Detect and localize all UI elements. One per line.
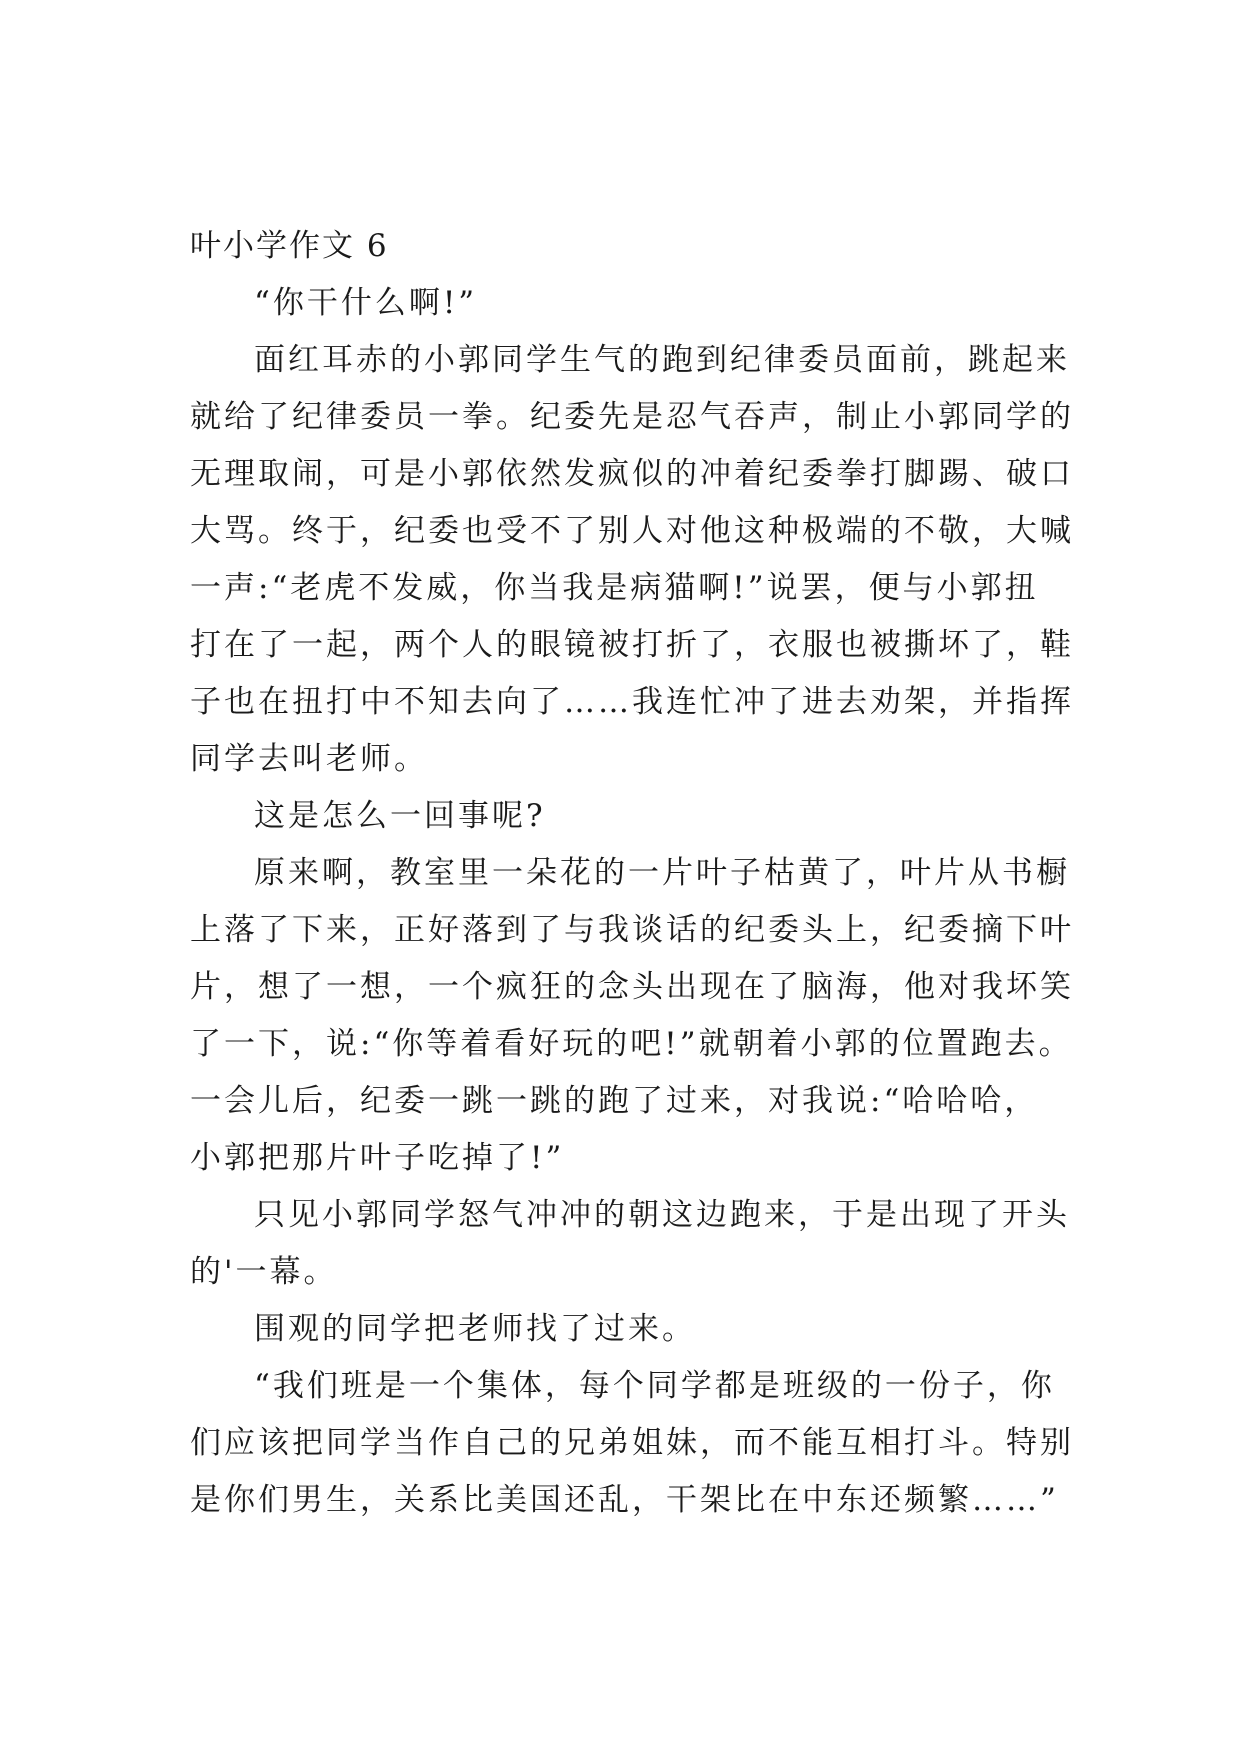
text-line: “我们班是一个集体，每个同学都是班级的一份子，你 xyxy=(254,1368,1055,1404)
text-line: 了一下，说:“你等着看好玩的吧!”就朝着小郭的位置跑去。 xyxy=(190,1026,1073,1062)
text-line: 是你们男生，关系比美国还乱，干架比在中东还频繁……” xyxy=(190,1482,1059,1518)
text-line: 同学去叫老师。 xyxy=(190,741,428,777)
text-line: 一会儿后，纪委一跳一跳的跑了过来，对我说:“哈哈哈， xyxy=(190,1083,1039,1119)
text-line: 无理取闹，可是小郭依然发疯似的冲着纪委拳打脚踢、破口 xyxy=(190,456,1074,492)
text-line: 上落了下来，正好落到了与我谈话的纪委头上，纪委摘下叶 xyxy=(190,912,1074,948)
text-line: 这是怎么一回事呢? xyxy=(254,798,546,834)
text-line: 面红耳赤的小郭同学生气的跑到纪律委员面前，跳起来 xyxy=(254,342,1070,378)
text-line: “你干什么啊!” xyxy=(254,285,478,321)
text-line: 围观的同学把老师找了过来。 xyxy=(254,1311,696,1347)
document-body xyxy=(190,218,1074,1529)
text-line: 子也在扭打中不知去向了……我连忙冲了进去劝架，并指挥 xyxy=(190,684,1074,720)
text-line: 只见小郭同学怒气冲冲的朝这边跑来，于是出现了开头 xyxy=(254,1197,1070,1233)
text-line: 们应该把同学当作自己的兄弟姐妹，而不能互相打斗。特别 xyxy=(190,1425,1074,1461)
text-line: 一声:“老虎不发威，你当我是病猫啊!”说罢，便与小郭扭 xyxy=(190,570,1039,606)
text-line: 原来啊，教室里一朵花的一片叶子枯黄了，叶片从书橱 xyxy=(254,855,1070,891)
document-text xyxy=(190,275,1074,1529)
text-line: 的'一幕。 xyxy=(190,1254,338,1290)
text-line: 片，想了一想，一个疯狂的念头出现在了脑海，他对我坏笑 xyxy=(190,969,1074,1005)
text-line: 打在了一起，两个人的眼镜被打折了，衣服也被撕坏了，鞋 xyxy=(190,627,1074,663)
text-line: 大骂。终于，纪委也受不了别人对他这种极端的不敬，大喊 xyxy=(190,513,1074,549)
text-line: 就给了纪律委员一拳。纪委先是忍气吞声，制止小郭同学的 xyxy=(190,399,1074,435)
document-title: 叶小学作文 6 xyxy=(190,228,389,264)
text-line: 小郭把那片叶子吃掉了!” xyxy=(190,1140,565,1176)
